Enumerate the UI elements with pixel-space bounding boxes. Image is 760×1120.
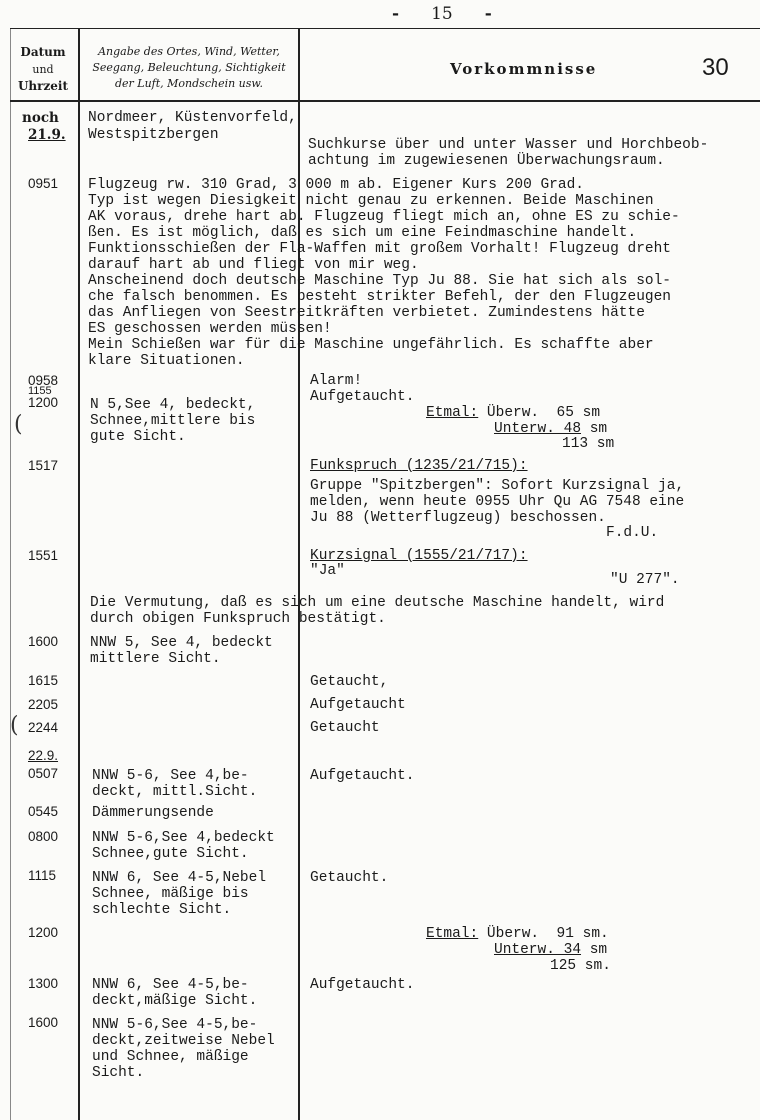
text-line: Mein Schießen war für die Maschine ungefährlich. Es schaffte aber	[88, 337, 654, 353]
time-cell: 1615	[28, 673, 59, 688]
text-line: ßen. Es ist möglich, daß es sich um eine Feindmaschine handelt.	[88, 225, 637, 241]
header-place-column	[82, 44, 296, 92]
text-line: Getaucht	[310, 720, 380, 736]
time-cell: 1600	[28, 634, 59, 649]
sender-signature: "U 277".	[610, 572, 680, 588]
text-line: che falsch benommen. Es besteht strikter Befehl, der den Flugzeugen	[88, 289, 671, 305]
weather-line: deckt,zeitweise Nebel	[92, 1033, 275, 1049]
time-cell: 0951	[28, 176, 59, 191]
text-line: melden, wenn heute 0955 Uhr Qu AG 7548 eine	[310, 494, 685, 510]
date-cell: 21.9.	[28, 127, 66, 143]
text-line: Aufgetaucht.	[310, 389, 415, 405]
time-cell: 0958	[28, 373, 59, 388]
etmal-label: Etmal:	[426, 405, 479, 421]
time-cell: 1200	[28, 925, 59, 940]
text-line: Anscheinend doch deutsche Maschine Typ Ju 88. Sie hat sich als sol-	[88, 273, 671, 289]
date-cell: 22.9.	[28, 748, 59, 763]
text-line: Dämmerungsende	[92, 805, 214, 821]
weather-line: NNW 6, See 4-5,Nebel	[92, 870, 267, 886]
weather-line: NNW 5, See 4, bedeckt	[90, 635, 273, 651]
text-line: Alarm!	[310, 373, 363, 389]
header-top-rule	[10, 28, 760, 29]
weather-line: Schnee,gute Sicht.	[92, 846, 249, 862]
header-bottom-rule	[10, 100, 760, 102]
text-line: achtung im zugewiesenen Überwachungsraum.	[308, 153, 665, 169]
weather-line: NNW 5-6,See 4-5,be-	[92, 1017, 258, 1033]
radio-message-title: Funkspruch (1235/21/715):	[310, 458, 528, 474]
text-line: darauf hart ab und fliegt von mir weg.	[88, 257, 419, 273]
text-line: "Ja"	[310, 563, 345, 579]
text-line: Ju 88 (Wetterflugzeug) beschossen.	[310, 510, 606, 526]
text-line: Getaucht.	[310, 870, 389, 886]
time-cell: 1517	[28, 458, 59, 473]
etmal-unit: sm	[581, 421, 608, 437]
etmal-line	[426, 405, 600, 421]
text-line: Nordmeer, Küstenvorfeld,	[88, 110, 297, 126]
etmal-value: Unterw. 34	[494, 942, 582, 958]
header-place-line: Angabe des Ortes, Wind, Wetter,	[98, 45, 280, 58]
text-line: Typ ist wegen Diesigkeit nicht genau zu erkennen. Beide Maschinen	[88, 193, 654, 209]
date-cell: noch	[22, 110, 59, 126]
header-date-label: Datum	[20, 45, 66, 59]
time-cell: 1200	[28, 395, 59, 410]
text-line: Getaucht,	[310, 674, 389, 690]
weather-line: NNW 6, See 4-5,be-	[92, 977, 249, 993]
header-date-column	[12, 44, 74, 95]
time-cell: 1600	[28, 1015, 59, 1030]
time-cell: 0800	[28, 829, 59, 844]
text-line: klare Situationen.	[88, 353, 245, 369]
time-cell: 1551	[28, 548, 59, 563]
weather-line: Schnee,mittlere bis	[90, 413, 256, 429]
weather-line: schlechte Sicht.	[92, 902, 232, 918]
page-number: - 15 -	[392, 4, 492, 24]
weather-line: gute Sicht.	[90, 429, 186, 445]
text-line: Aufgetaucht.	[310, 768, 415, 784]
etmal-value: Unterw. 48	[494, 421, 582, 437]
etmal-line	[426, 926, 609, 942]
time-cell: 0545	[28, 804, 59, 819]
etmal-value: Überw. 91 sm.	[478, 926, 609, 942]
weather-line: mittlere Sicht.	[90, 651, 221, 667]
sheet-number: 30	[702, 54, 729, 81]
header-events-title: Vorkommnisse	[450, 60, 598, 78]
weather-line: und Schnee, mäßige	[92, 1049, 249, 1065]
text-line: Gruppe "Spitzbergen": Sofort Kurzsignal ja,	[310, 478, 685, 494]
etmal-total: 113 sm	[562, 436, 615, 452]
text-line: Funktionsschießen der Fla-Waffen mit großem Vorhalt! Flugzeug dreht	[88, 241, 671, 257]
etmal-line	[494, 421, 607, 437]
time-cell: 1115	[28, 868, 57, 883]
text-line: das Anfliegen von Seestreitkräften verbietet. Zumindestens hätte	[88, 305, 645, 321]
etmal-line	[494, 942, 607, 958]
time-cell: 1300	[28, 976, 59, 991]
header-place-line: der Luft, Mondschein usw.	[114, 77, 264, 90]
weather-line: Sicht.	[92, 1065, 145, 1081]
text-line: Die Vermutung, daß es sich um eine deutsche Maschine handelt, wird	[90, 595, 665, 611]
text-line: Aufgetaucht.	[310, 977, 415, 993]
punch-hole-mark-icon: (	[14, 412, 23, 437]
time-cell: 0507	[28, 766, 59, 781]
etmal-unit: sm	[581, 942, 608, 958]
header-place-line: Seegang, Beleuchtung, Sichtigkeit	[92, 61, 286, 74]
text-line: Suchkurse über und unter Wasser und Horchbeob-	[308, 137, 709, 153]
time-cell: 2205	[28, 697, 59, 712]
punch-hole-mark-icon: (	[10, 713, 19, 738]
time-cell: 2244	[28, 720, 59, 735]
etmal-value: Überw. 65 sm	[478, 405, 601, 421]
weather-line: deckt,mäßige Sicht.	[92, 993, 258, 1009]
weather-line: NNW 5-6, See 4,be-	[92, 768, 249, 784]
left-border	[10, 28, 11, 1120]
time-cell: 1155	[28, 385, 52, 397]
sender-signature: F.d.U.	[606, 525, 659, 541]
text-line: durch obigen Funkspruch bestätigt.	[90, 611, 386, 627]
text-line: ES geschossen werden müssen!	[88, 321, 332, 337]
column-divider-date	[78, 28, 80, 1120]
text-line: AK voraus, drehe hart ab. Flugzeug fliegt mich an, ohne ES zu schie-	[88, 209, 680, 225]
weather-line: deckt, mittl.Sicht.	[92, 784, 258, 800]
text-line: Westspitzbergen	[88, 127, 219, 143]
weather-line: Schnee, mäßige bis	[92, 886, 249, 902]
etmal-total: 125 sm.	[550, 958, 611, 974]
weather-line: NNW 5-6,See 4,bedeckt	[92, 830, 275, 846]
text-line: Aufgetaucht	[310, 697, 406, 713]
header-time-label: Uhrzeit	[17, 79, 69, 93]
weather-line: N 5,See 4, bedeckt,	[90, 397, 256, 413]
short-signal-title: Kurzsignal (1555/21/717):	[310, 548, 528, 564]
header-and-label: und	[32, 63, 54, 76]
text-line: Flugzeug rw. 310 Grad, 3 000 m ab. Eigener Kurs 200 Grad.	[88, 177, 584, 193]
etmal-label: Etmal:	[426, 926, 479, 942]
